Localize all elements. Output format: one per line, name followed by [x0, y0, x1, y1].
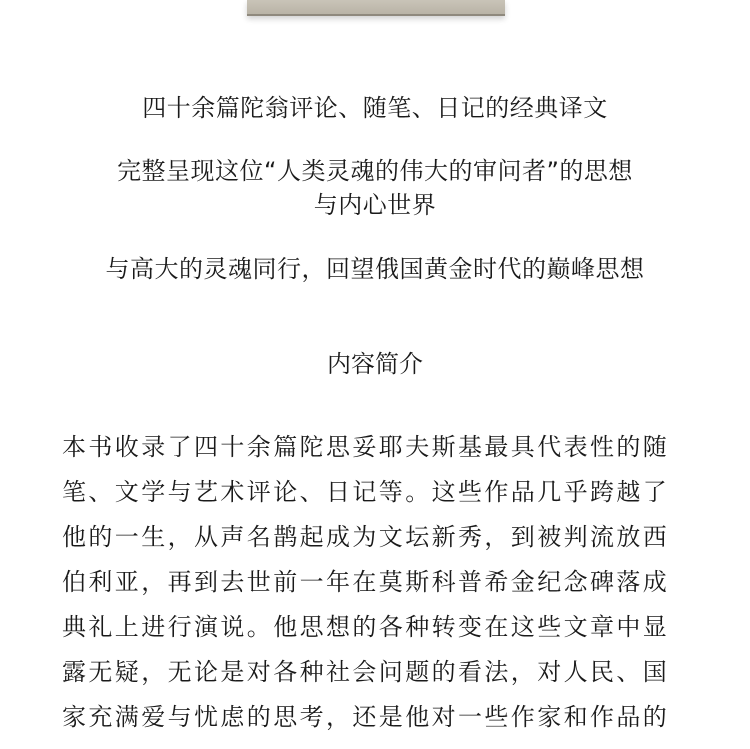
tagline-2-line-2: 与内心世界	[313, 191, 437, 219]
book-cover-image-edge	[247, 0, 505, 16]
intro-line: 露无疑，无论是对各种社会问题的看法，对人民、国	[62, 658, 670, 686]
section-title: 内容简介	[327, 350, 423, 378]
intro-line: 笔、文学与艺术评论、日记等。这些作品几乎跨越了	[62, 478, 670, 506]
intro-line: 家充满爱与忧虑的思考，还是他对一些作家和作品的	[62, 703, 670, 731]
intro-line: 典礼上进行演说。他思想的各种转变在这些文章中显	[62, 613, 670, 641]
tagline-3: 与高大的灵魂同行，回望俄国黄金时代的巅峰思想	[105, 255, 645, 283]
intro-line: 他的一生，从声名鹊起成为文坛新秀，到被判流放西	[62, 523, 670, 551]
tagline-2	[0, 154, 750, 222]
intro-paragraph	[62, 425, 692, 740]
tagline-2-line-1: 完整呈现这位“人类灵魂的伟大的审问者”的思想	[117, 157, 633, 185]
intro-line: 本书收录了四十余篇陀思妥耶夫斯基最具代表性的随	[62, 433, 670, 461]
tagline-1: 四十余篇陀翁评论、随笔、日记的经典译文	[142, 94, 608, 122]
intro-line: 伯利亚，再到去世前一年在莫斯科普希金纪念碑落成	[62, 568, 670, 596]
